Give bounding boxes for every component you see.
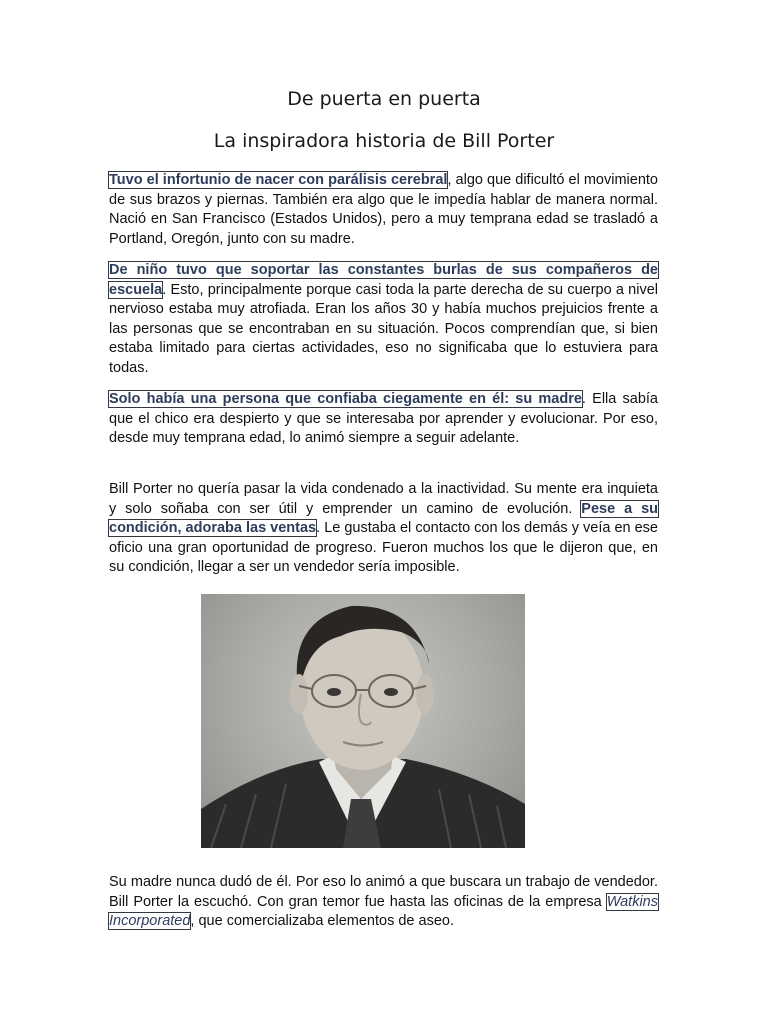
portrait-illustration	[201, 594, 525, 848]
paragraph-5	[109, 873, 658, 932]
highlighted-phrase: Solo había una persona que confiaba ciegamente en él: su madre	[109, 391, 582, 407]
paragraph-4	[109, 480, 658, 578]
paragraph-text: , algo que dificultó el movimiento de sus brazos y piernas. También era algo que le impedía hablar de manera normal. Nació en San Francisco (Estados Unidos), pero a muy temprana edad se trasladó a Portland, Oregón, junto con su madre.	[109, 172, 658, 247]
highlighted-phrase: Pese a su condición, adoraba las ventas	[109, 500, 658, 537]
paragraph-text: , que comercializaba elementos de aseo.	[190, 913, 454, 930]
document-title: De puerta en puerta	[287, 88, 481, 110]
portrait-photo-icon	[201, 594, 525, 848]
paragraph-2	[109, 261, 658, 379]
paragraph-text: . Le gustaba el contacto con los demás y veía en ese oficio una gran oportunidad de progreso. Fueron muchos los que le dijeron que, en su condición, llegar a ser un vendedor sería imposible.	[109, 520, 658, 576]
company-link[interactable]: Watkins Incorporated	[109, 893, 658, 930]
paragraph-1	[109, 171, 658, 249]
highlighted-phrase: Tuvo el infortunio de nacer con parálisis cerebral	[109, 172, 448, 188]
document-subtitle: La inspiradora historia de Bill Porter	[213, 130, 555, 152]
paragraph-text: Su madre nunca dudó de él. Por eso lo animó a que buscara un trabajo de vendedor. Bill Porter la escuchó. Con gran temor fue hasta las oficinas de la empresa	[109, 874, 658, 910]
paragraph-text: . Esto, principalmente porque casi toda la parte derecha de su cuerpo a nivel nervioso estaba muy atrofiada. Eran los años 30 y había muchos prejuicios frente a las personas que se encontraban en su situación. Pocos comprendían que, si bien estaba limitado para ciertas actividades, eso no significaba que lo estuviera para todas.	[109, 281, 658, 376]
highlighted-phrase: De niño tuvo que soportar las constantes burlas de sus compañeros de escuela	[109, 262, 658, 298]
paragraph-3	[109, 390, 658, 449]
paragraph-text: . Ella sabía que el chico era despierto y que se interesaba por aprender y evolucionar. Por eso, desde muy temprana edad, lo animó siempre a seguir adelante.	[109, 391, 658, 447]
paragraph-text: Bill Porter no quería pasar la vida condenado a la inactividad. Su mente era inquieta y solo soñaba con ser útil y emprender un camino de evolución.	[109, 481, 658, 517]
